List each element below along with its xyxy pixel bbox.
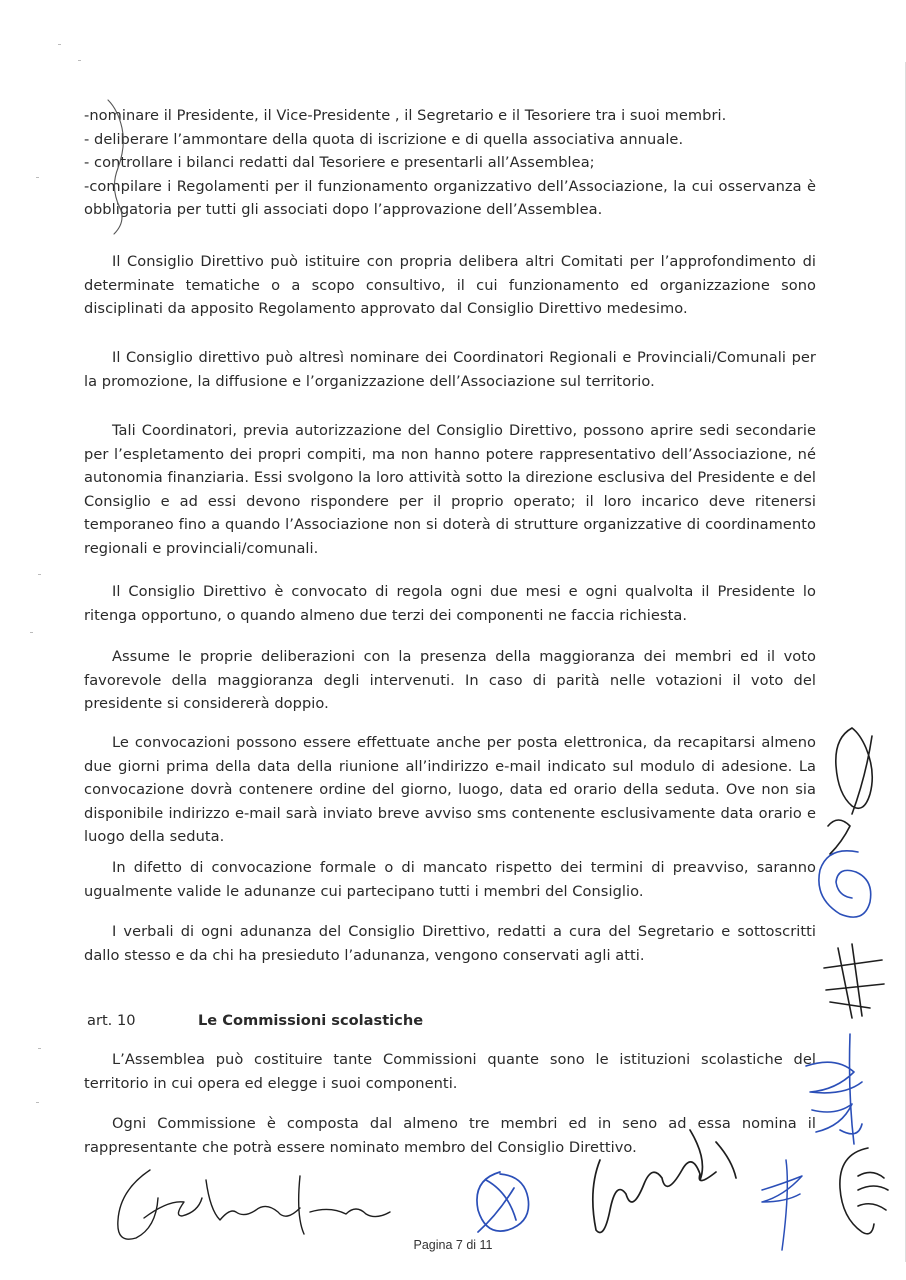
list-item: -compilare i Regolamenti per il funzionamento organizzativo dell’Associazione, la cui osservanza è obbligatoria per tutti gli associati dopo l’approvazione dell’Assemblea. (84, 177, 816, 218)
body-paragraph: I verbali di ogni adunanza del Consiglio Direttivo, redatti a cura del Segretario e sottoscritti dallo stesso e da chi ha presieduto l’adunanza, vengono conservati agli atti. (84, 923, 816, 964)
article-paragraph: Ogni Commissione è composta dal almeno tre membri ed in seno ad essa nomina il rappresentante che potrà essere nominato membro del Consiglio Direttivo. (84, 1115, 816, 1156)
body-paragraph: In difetto di convocazione formale o di mancato rispetto dei termini di preavviso, saranno ugualmente valide le adunanze cui partecipano tutti i membri del Consiglio. (84, 859, 816, 900)
signature-bottom-blue (762, 1160, 802, 1250)
signature-bottom-right (840, 1148, 888, 1234)
signature-bottom-center (593, 1130, 736, 1233)
margin-signature-mark (108, 100, 123, 234)
signature-right-4 (806, 1034, 862, 1144)
list-item: - controllare i bilanci redatti dal Tesoriere e presentarli all’Assemblea; (84, 154, 595, 171)
list-item: - deliberare l’ammontare della quota di iscrizione e di quella associativa annuale. (84, 130, 684, 148)
article-title: Le Commissioni scolastiche (198, 1012, 424, 1029)
page-number: Pagina 7 di 11 (413, 1238, 493, 1252)
body-paragraph: Assume le proprie deliberazioni con la presenza della maggioranza dei membri ed il voto favorevole della maggioranza degli intervenuti. In caso di parità nelle votazioni il voto del presidente si considererà doppio. (84, 648, 816, 712)
signature-bottom-left (118, 1170, 390, 1239)
body-paragraph: Le convocazioni possono essere effettuate anche per posta elettronica, da recapitarsi almeno due giorni prima della data della riunione all’indirizzo e-mail indicato sul modulo di adesione. La convocazione dovrà contenere ordine del giorno, luogo, data ed orario della seduta. Ove non sia disponibile indirizzo e-mail sarà inviato breve avviso sms contenente esclusivamente data orario e luogo della seduta. (84, 734, 816, 845)
signature-right-1 (828, 728, 872, 854)
body-paragraph: Il Consiglio direttivo può altresì nominare dei Coordinatori Regionali e Provinciali/Comunali per la promozione, la diffusione e l’organizzazione dell’Associazione sul territorio. (84, 349, 816, 390)
body-paragraph: Il Consiglio Direttivo può istituire con propria delibera altri Comitati per l’approfondimento di determinate tematiche o a scopo consultivo, il cui funzionamento ed organizzazione sono disciplinati da apposito Regolamento approvato dal Consiglio Direttivo medesimo. (84, 253, 816, 317)
body-paragraph: Il Consiglio Direttivo è convocato di regola ogni due mesi e ogni qualvolta il Presidente lo ritenga opportuno, o quando almeno due terzi dei componenti ne faccia richiesta. (84, 583, 816, 624)
signature-right-3 (824, 944, 884, 1018)
list-item: -nominare il Presidente, il Vice-Presidente , il Segretario e il Tesoriere tra i suoi membri. (84, 107, 727, 124)
body-paragraph: Tali Coordinatori, previa autorizzazione del Consiglio Direttivo, possono aprire sedi secondarie per l’espletamento dei propri compiti, ma non hanno potere rappresentativo dell’Associazione, né autonomia finanziaria. Essi svolgono la loro attività sotto la direzione esclusiva del Presidente e del Consiglio e ad essi devono rispondere per il proprio operato; il loro incarico deve ritenersi temporaneo fino a quando l’Associazione non si doterà di strutture organizzative di coordinamento regionali e provinciali/comunali. (84, 422, 816, 557)
article-paragraph: L’Assemblea può costituire tante Commissioni quante sono le istituzioni scolastiche del territorio in cui opera ed elegge i suoi componenti. (84, 1051, 816, 1092)
signature-right-2 (819, 851, 871, 917)
article-number: art. 10 (87, 1012, 136, 1029)
signature-bottom-blue-round (477, 1172, 529, 1232)
